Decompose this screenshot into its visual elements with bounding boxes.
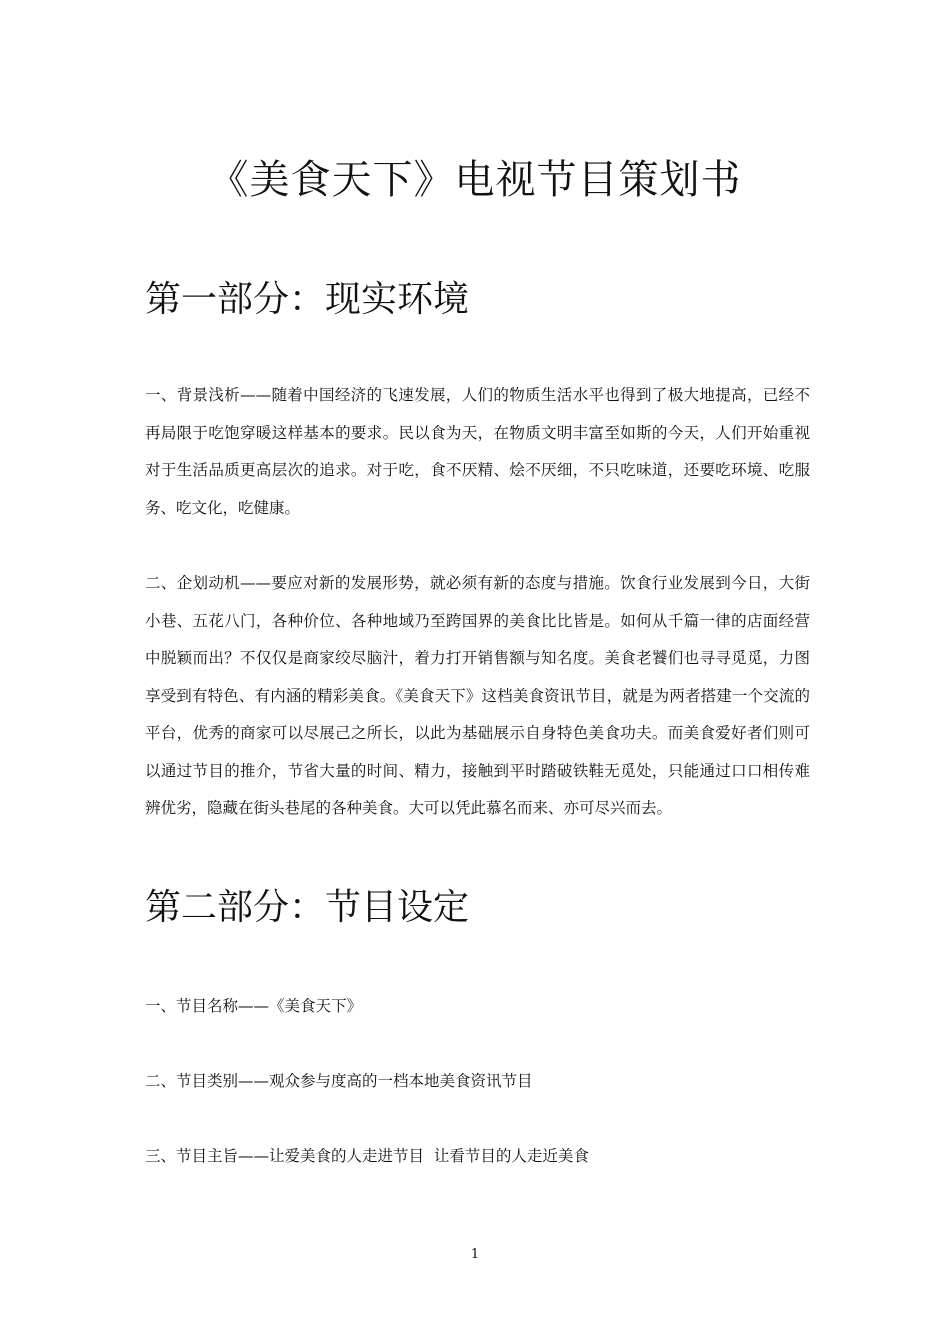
section-heading-part2: 第二部分：节目设定 bbox=[145, 887, 470, 928]
item-program-category: 二、节目类别——观众参与度高的一档本地美食资讯节目 bbox=[145, 1072, 533, 1090]
item-program-name: 一、节目名称——《美食天下》 bbox=[145, 997, 363, 1015]
item-program-purpose: 三、节目主旨——让爱美食的人走进节目 让看节目的人走近美食 bbox=[145, 1147, 589, 1165]
paragraph-motivation: 二、企划动机——要应对新的发展形势，就必须有新的态度与措施。饮食行业发展到今日，大街小巷、五花八门，各种价位、各种地域乃至跨国界的美食比比皆是。如何从千篇一律的店面经营中脱颖而出？不仅仅是商家绞尽脑汁，着力打开销售额与知名度。美食老饕们也寻寻觅觅，力图享受到有特色、有内涵的精彩美食。《美食天下》这档美食资讯节目，就是为两者搭建一个交流的平台，优秀的商家可以尽展己之所长，以此为基础展示自身特色美食功夫。而美食爱好者们则可以通过节目的推介，节省大量的时间、精力，接触到平时踏破铁鞋无觅处，只能通过口口相传难辨优劣，隐藏在街头巷尾的各种美食。大可以凭此慕名而来、亦可尽兴而去。 bbox=[145, 574, 810, 817]
section-heading-part1: 第一部分：现实环境 bbox=[145, 279, 470, 320]
paragraph-background: 一、背景浅析——随着中国经济的飞速发展，人们的物质生活水平也得到了极大地提高，已经不再局限于吃饱穿暖这样基本的要求。民以食为天，在物质文明丰富至如斯的今天，人们开始重视对于生活品质更高层次的追求。对于吃，食不厌精、烩不厌细，不只吃味道，还要吃环境、吃服务、吃文化，吃健康。 bbox=[145, 386, 810, 517]
page-number: 1 bbox=[470, 1247, 480, 1262]
document-title: 《美食天下》电视节目策划书 bbox=[208, 157, 742, 203]
